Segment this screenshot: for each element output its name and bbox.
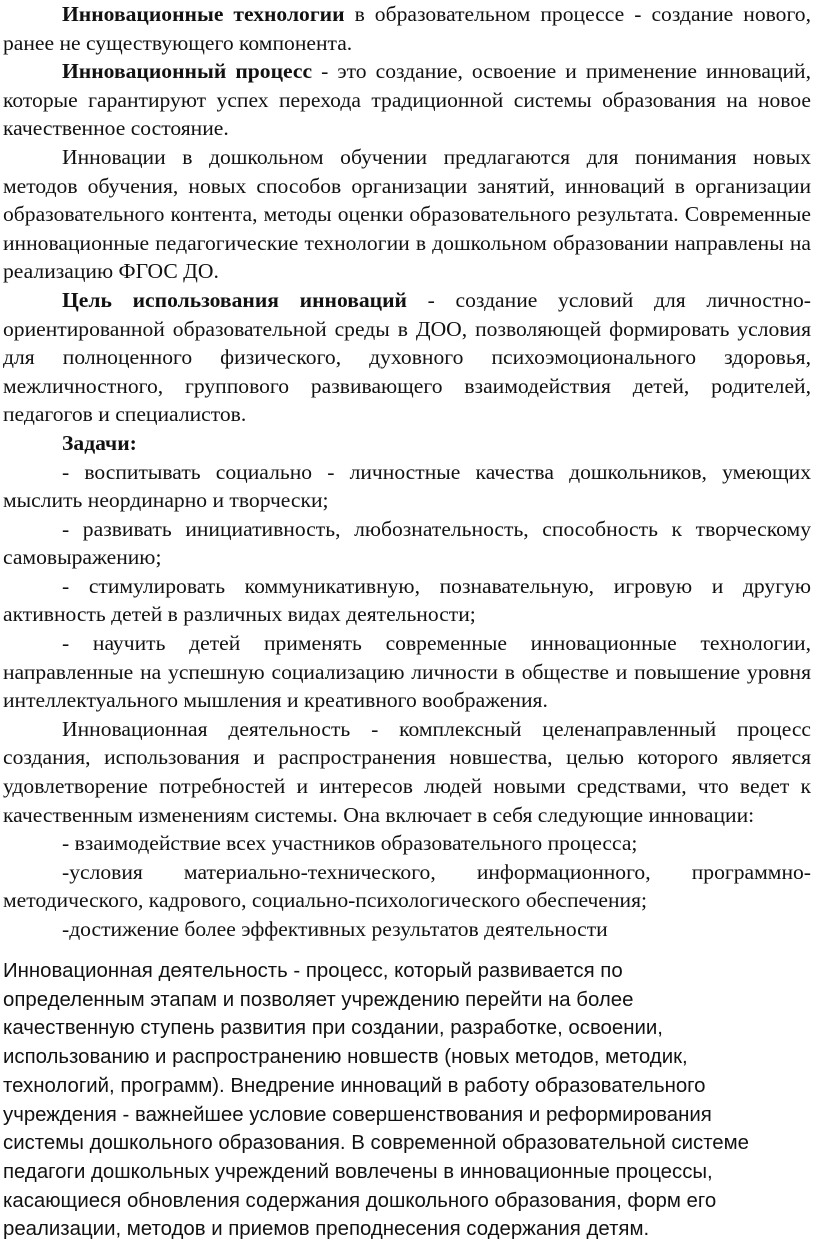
task-item: - воспитывать социально - личностные качества дошкольников, умеющих мыслить неординарно и творчески; [3,459,811,513]
innovation-item: - взаимодействие всех участников образовательного процесса; [62,831,638,856]
closing-line: системы дошкольного образования. В современной образовательной системе [3,1132,750,1155]
closing-line: использованию и распространению новшеств (новых методов, методик, [3,1046,688,1069]
task-item: - развивать инициативность, любознательность, способность к творческому самовыражению; [3,516,811,570]
closing-line: учреждения - важнейшее условие совершенствования и реформирования [3,1103,712,1126]
definition-innovation-process: - это создание, освоение и применение инноваций, которые гарантируют успех перехода традиционной системы образования на новое качественное состояние. [3,59,811,141]
definition-innovative-technologies: в образовательном процессе - создание нового, ранее не существующего компонента. [3,2,811,55]
tasks-heading-paragraph [3,429,811,458]
paragraph-innovation-process [3,57,811,143]
closing-line: качественную ступень развития при создании, разработке, освоении, [3,1017,663,1040]
closing-line: реализации, методов и приемов преподнесения содержания детям. [3,1218,650,1241]
closing-line: технологий, программ). Внедрение инноваций в работу образовательного [3,1074,706,1097]
task-item: - стимулировать коммуникативную, познавательную, игровую и другую активность детей в различных видах деятельности; [3,573,811,627]
innovation-item: -условия материально-технического, информационного, программно-методического, кадрового, социально-психологического обеспечения; [3,859,811,913]
innovation-item: -достижение более эффективных результатов деятельности [62,917,608,941]
term-innovative-technologies: Инновационные технологии [62,2,345,26]
main-text [3,0,811,944]
closing-line: Инновационная деятельность - процесс, который развивается по [3,960,623,982]
paragraph-innovation-goal [3,286,811,429]
term-innovation-goal: Цель использования инноваций [62,287,407,312]
closing-paragraph [3,957,811,1244]
paragraph-innovation-activity: Инновационная деятельность - комплексный целенаправленный процесс создания, использования и распространения новшества, целью которого является удовлетворение потребностей и интересов людей новыми средствами, что ведет к качественным изменениям системы. Она включает в себя следующие инновации: [3,716,811,827]
task-item: - научить детей применять современные инновационные технологии, направленные на успешную социализацию личности в обществе и повышение уровня интеллектуального мышления и креативного воображения. [3,631,811,713]
closing-line: определенным этапам и позволяет учреждению перейти на более [3,988,634,1011]
definition-innovation-goal: - создание условий для личностно-ориентированной образовательной среды в ДОО, позволяющей формировать условия для полноценного физического, духовного психоэмоционального здоровья, межличностного, группового развивающего взаимодействия детей, родителей, педагогов и специалистов. [3,287,811,427]
term-innovation-process: Инновационный процесс [62,59,313,84]
closing-line: педагоги дошкольных учреждений вовлечены в инновационные процессы, [3,1160,713,1183]
tasks-heading: Задачи: [62,430,137,455]
closing-line: касающиеся обновления содержания дошкольного образования, форм его [3,1189,717,1212]
paragraph-preschool-innovations: Инновации в дошкольном обучении предлагаются для понимания новых методов обучения, новых способов организации занятий, инноваций в организации образовательного контента, методы оценки образовательного результата. Современные инновационные педагогические технологии в дошкольном образовании направлены на реализацию ФГОС ДО. [3,144,811,284]
paragraph-innovative-technologies [3,0,811,57]
